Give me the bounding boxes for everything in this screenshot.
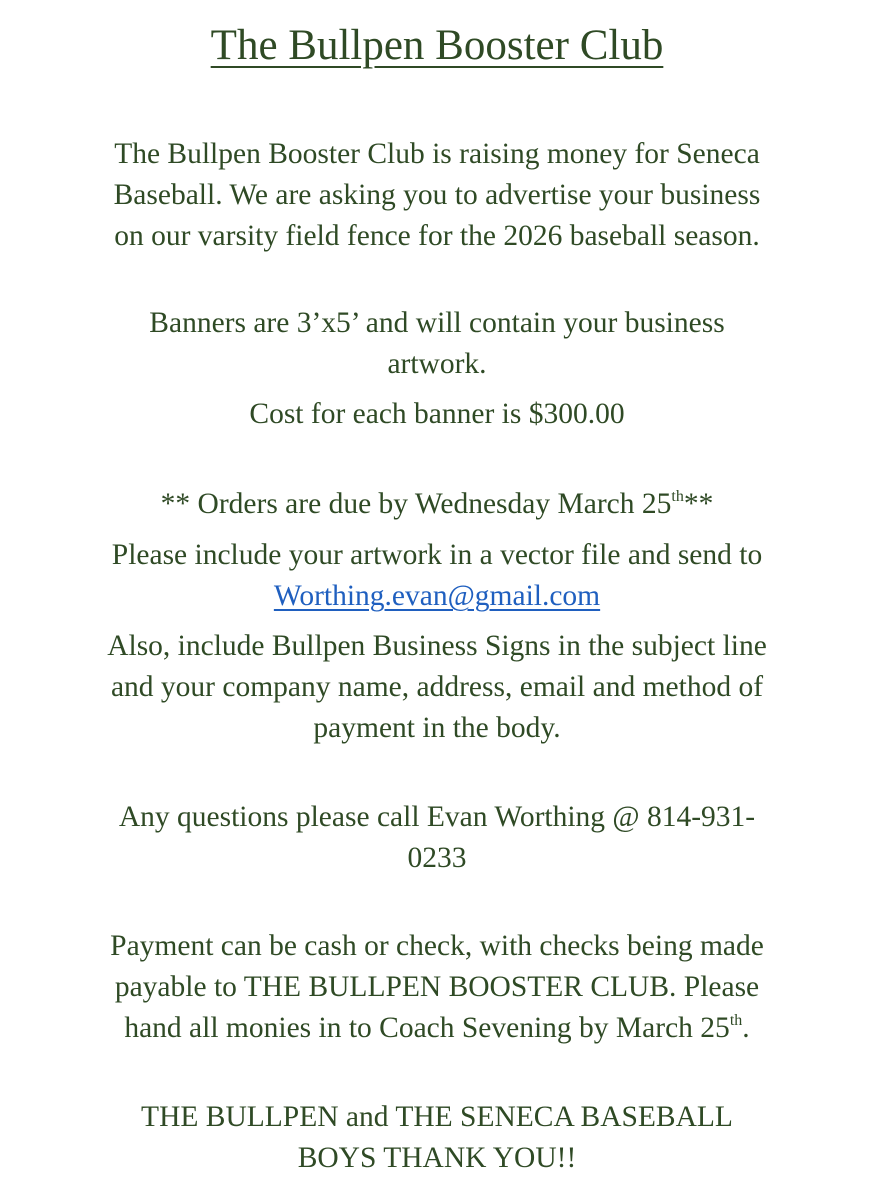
- due-date-text: ** Orders are due by Wednesday March 25: [160, 488, 672, 520]
- intro-line-3: on our varsity field fence for the 2026 baseball season.: [114, 220, 760, 252]
- subject-line-3: payment in the body.: [313, 712, 561, 744]
- banner-paragraph: [20, 303, 854, 385]
- artwork-line-1: Please include your artwork in a vector file and send to: [111, 539, 763, 571]
- thanks-line-1: THE BULLPEN and THE SENECA BASEBALL: [141, 1101, 733, 1133]
- intro-paragraph: [20, 134, 854, 257]
- artwork-paragraph: [20, 535, 854, 617]
- questions-paragraph: [20, 797, 854, 879]
- subject-line-1: Also, include Bullpen Business Signs in the subject line: [107, 630, 767, 662]
- due-date-ordinal: th: [671, 488, 684, 505]
- cost-line: Cost for each banner is $300.00: [249, 398, 625, 430]
- payment-paragraph: [20, 926, 854, 1049]
- payment-line-3: [20, 1008, 854, 1049]
- banner-line-1: Banners are 3’x5’ and will contain your business: [149, 307, 725, 339]
- thanks-line-2: BOYS THANK YOU!!: [297, 1142, 577, 1174]
- payment-line-2: payable to THE BULLPEN BOOSTER CLUB. Please: [114, 971, 760, 1003]
- payment-line-3-text: hand all monies in to Coach Sevening by March 25: [124, 1012, 730, 1044]
- payment-line-1: Payment can be cash or check, with checks being made: [110, 930, 764, 962]
- due-date-paragraph: [20, 484, 854, 525]
- banner-line-2: artwork.: [387, 348, 487, 380]
- page-title: The Bullpen Booster Club: [210, 22, 664, 69]
- intro-line-1: The Bullpen Booster Club is raising money for Seneca: [114, 138, 760, 170]
- thanks-paragraph: [20, 1097, 854, 1179]
- due-date-line: [20, 484, 854, 525]
- questions-line-1: Any questions please call Evan Worthing @ 814-931-: [118, 801, 756, 833]
- email-link[interactable]: Worthing.evan@gmail.com: [273, 580, 601, 612]
- cost-paragraph: [20, 394, 854, 435]
- intro-line-2: Baseball. We are asking you to advertise your business: [113, 179, 761, 211]
- email-line: [20, 576, 854, 617]
- subject-line-2: and your company name, address, email and method of: [110, 671, 764, 703]
- payment-ordinal: th: [729, 1012, 743, 1029]
- due-date-stars: **: [683, 488, 714, 520]
- subject-paragraph: [20, 626, 854, 749]
- questions-line-2: 0233: [407, 842, 467, 874]
- payment-period: .: [742, 1012, 750, 1044]
